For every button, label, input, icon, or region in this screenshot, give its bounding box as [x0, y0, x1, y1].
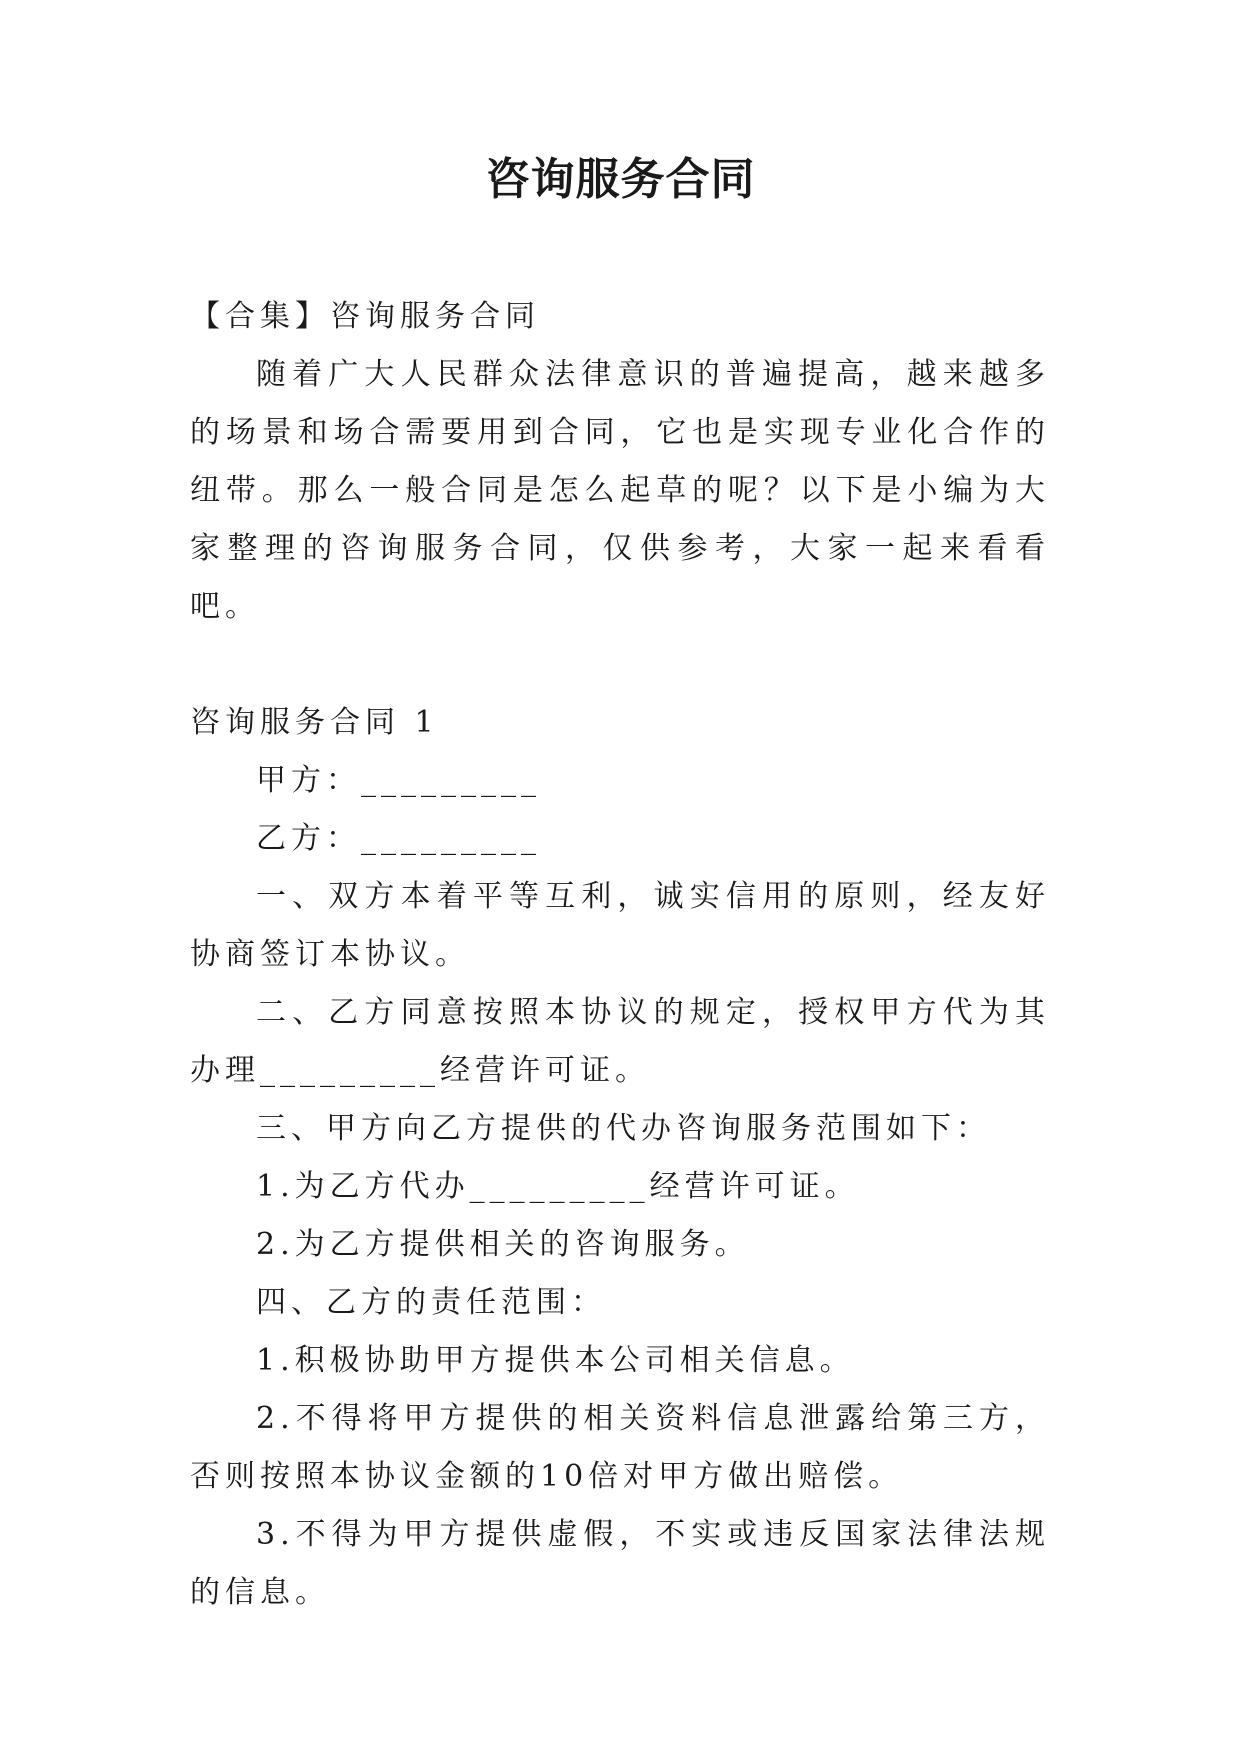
- clause-4: 四、乙方的责任范围：: [256, 1285, 606, 1320]
- paragraph-spacer: [190, 636, 1050, 694]
- clause-3-item-1: 1.为乙方代办_________经营许可证。: [256, 1169, 860, 1204]
- party-a-line: 甲方：_________: [256, 763, 541, 798]
- clause-3-item-2: 2.为乙方提供相关的咨询服务。: [256, 1227, 750, 1262]
- collection-subtitle: 【合集】咨询服务合同: [190, 299, 540, 334]
- document-title: 咨询服务合同: [485, 154, 756, 205]
- clause-4-item-3: 3.不得为甲方提供虚假，不实或违反国家法律法规的信息。: [190, 1517, 1050, 1610]
- document-body: [190, 288, 1050, 1622]
- clause-4-item-1: 1.积极协助甲方提供本公司相关信息。: [256, 1343, 855, 1378]
- section-heading: 咨询服务合同 1: [190, 705, 439, 740]
- intro-paragraph: 随着广大人民群众法律意识的普遍提高，越来越多的场景和场合需要用到合同，它也是实现专业化合作的纽带。那么一般合同是怎么起草的呢？以下是小编为大家整理的咨询服务合同，仅供参考，大家一起来看看吧。: [190, 357, 1050, 624]
- party-b-line: 乙方：_________: [256, 821, 541, 856]
- clause-1: 一、双方本着平等互利，诚实信用的原则，经友好协商签订本协议。: [190, 879, 1050, 972]
- clause-4-item-2: 2.不得将甲方提供的相关资料信息泄露给第三方，否则按照本协议金额的10倍对甲方做出赔偿。: [190, 1401, 1050, 1494]
- clause-2: 二、乙方同意按照本协议的规定，授权甲方代为其办理_________经营许可证。: [190, 995, 1050, 1088]
- clause-3: 三、甲方向乙方提供的代办咨询服务范围如下：: [256, 1111, 991, 1146]
